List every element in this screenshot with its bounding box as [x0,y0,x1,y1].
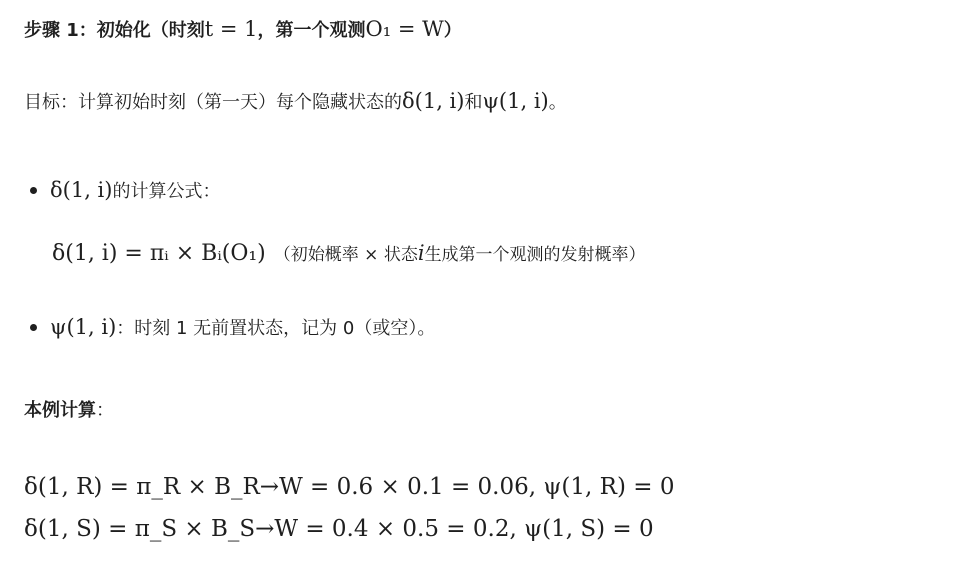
delta-formula-math: δ(1, i) = πᵢ × Bᵢ(O₁) [52,241,266,266]
bullet-delta-math: δ(1, i) [50,178,113,202]
bullet-delta [24,175,220,207]
calc-line-s: δ(1, S) = π_S × B_S→W = 0.4 × 0.5 = 0.2, ψ(1, S) = 0 [24,516,654,542]
step-title-mid: ，第一个观测 [257,20,366,41]
step-title [24,14,462,46]
goal-psi-math: ψ(1, i) [482,89,549,113]
step-title-time-math: t = 1 [204,17,258,41]
step-title-suffix: ） [443,20,462,41]
example-heading [24,396,114,426]
goal-paragraph [24,86,567,118]
bullet-dot [30,324,37,331]
example-heading-colon: ： [96,400,114,421]
goal-prefix: 目标：计算初始时刻（第一天）每个隐藏状态的 [24,92,402,113]
delta-formula-note-math: i [417,241,425,265]
step-title-prefix: 步骤 1：初始化（时刻 [24,20,205,41]
bullet-psi-text: ：时刻 1 无前置状态，记为 0（或空）。 [116,318,436,339]
delta-formula-note-prefix: （初始概率 × 状态 [273,245,418,265]
delta-formula [52,236,646,272]
bullet-psi [24,312,435,344]
example-heading-label: 本例计算 [24,400,96,421]
step-title-observation-math: O₁ = W [365,17,444,41]
goal-suffix: 。 [548,92,567,113]
goal-delta-math: δ(1, i) [402,89,465,113]
bullet-psi-math: ψ(1, i) [50,315,117,339]
bullet-dot [30,187,37,194]
calc-line-r: δ(1, R) = π_R × B_R→W = 0.6 × 0.1 = 0.06, ψ(1, R) = 0 [24,474,675,500]
bullet-delta-text: 的计算公式： [112,181,221,202]
goal-mid: 和 [464,92,483,113]
delta-formula-note-suffix: 生成第一个观测的发射概率） [424,245,646,265]
